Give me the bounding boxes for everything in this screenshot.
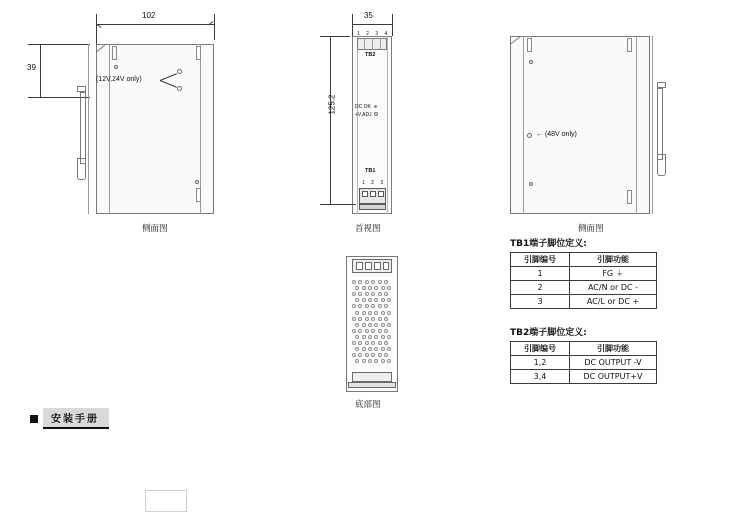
table-row xyxy=(511,267,657,281)
table-header-cell: 引脚功能 xyxy=(570,342,657,356)
bottom-pin xyxy=(383,262,389,270)
table-cell: 2 xyxy=(511,281,570,295)
vent-hole xyxy=(387,286,391,290)
vent-hole xyxy=(365,304,369,308)
tb1-pin-3 xyxy=(378,191,384,197)
vent-hole xyxy=(355,286,359,290)
vent-hole xyxy=(381,311,385,315)
vent-hole xyxy=(355,323,359,327)
vent-hole xyxy=(352,317,356,321)
tb1-pin-numbers: 1 2 3 xyxy=(362,180,386,186)
vent-hole xyxy=(365,292,369,296)
vent-hole xyxy=(365,329,369,333)
vent-hole xyxy=(352,304,356,308)
tb1-pin-table-wrap xyxy=(510,236,657,309)
vent-hole xyxy=(384,353,388,357)
bullet-square-icon xyxy=(30,415,38,423)
vent-hole xyxy=(362,335,366,339)
vent-hole xyxy=(355,335,359,339)
dim-label-39: 39 xyxy=(27,63,36,72)
seam-line xyxy=(109,44,110,214)
vent-hole xyxy=(381,323,385,327)
caption-front: 首视图 xyxy=(355,224,381,234)
table-header-row xyxy=(511,253,657,267)
vent-hole xyxy=(371,280,375,284)
tb1-table-title: TB1端子脚位定义: xyxy=(510,239,587,249)
vent-hole xyxy=(387,298,391,302)
table-header-cell: 引脚编号 xyxy=(511,253,570,267)
table-row xyxy=(511,295,657,309)
note-12v24v: (12V,24V only) xyxy=(96,76,142,83)
vent-hole xyxy=(368,311,372,315)
dim-ext-bottom xyxy=(320,204,356,205)
page-footer-placeholder xyxy=(145,490,187,512)
din-clip-body xyxy=(80,92,86,164)
dim-line-width xyxy=(352,24,392,25)
tb2-pin-table xyxy=(510,341,657,384)
vent-hole xyxy=(374,323,378,327)
bottom-foot xyxy=(352,372,392,382)
tb2-divider xyxy=(380,38,381,50)
vent-hole xyxy=(365,341,369,345)
vent-hole xyxy=(358,280,362,284)
vent-hole xyxy=(358,329,362,333)
adjust-hole-icon xyxy=(527,133,532,138)
vent-hole xyxy=(384,304,388,308)
din-clip-body xyxy=(657,88,663,160)
vent-hole xyxy=(362,347,366,351)
dim-ext-right xyxy=(214,14,215,40)
vent-hole xyxy=(378,292,382,296)
vent-slot xyxy=(196,46,201,60)
rail-edge-line xyxy=(652,36,653,214)
vent-hole xyxy=(387,335,391,339)
rail-edge-line xyxy=(88,44,89,214)
vent-hole xyxy=(365,353,369,357)
bottom-pin xyxy=(374,262,381,270)
table-header-cell: 引脚功能 xyxy=(570,253,657,267)
vent-hole xyxy=(384,329,388,333)
adjust-hole-icon xyxy=(177,69,182,74)
edge-line xyxy=(387,36,388,214)
vent-hole xyxy=(381,359,385,363)
vent-slot xyxy=(527,38,532,52)
vent-slot xyxy=(112,46,117,60)
vent-hole xyxy=(381,335,385,339)
vent-hole xyxy=(371,292,375,296)
vent-hole xyxy=(368,286,372,290)
vent-hole xyxy=(387,323,391,327)
table-row xyxy=(511,370,657,384)
table-row xyxy=(511,281,657,295)
vent-hole xyxy=(368,335,372,339)
vent-hole xyxy=(362,323,366,327)
table-cell: 1 xyxy=(511,267,570,281)
vent-hole xyxy=(378,329,382,333)
vent-hole xyxy=(378,341,382,345)
screw-icon xyxy=(529,182,533,186)
dim-ext-top xyxy=(28,44,90,45)
vent-hole xyxy=(387,347,391,351)
dim-ext-left xyxy=(352,14,353,36)
bottom-base xyxy=(348,382,396,388)
vent-hole xyxy=(358,353,362,357)
vent-hole xyxy=(378,280,382,284)
vent-hole xyxy=(352,329,356,333)
vent-slot xyxy=(196,188,201,202)
vent-hole xyxy=(365,280,369,284)
dc-ok-label: DC OK xyxy=(355,104,371,110)
vent-hole xyxy=(362,298,366,302)
vent-hole xyxy=(371,341,375,345)
tb1-base xyxy=(359,204,386,210)
vent-hole xyxy=(374,347,378,351)
tb2-pin-table-wrap xyxy=(510,325,657,384)
vent-hole xyxy=(355,359,359,363)
table-header-cell: 引脚编号 xyxy=(511,342,570,356)
dim-ext-left xyxy=(96,14,97,44)
vent-hole xyxy=(358,341,362,345)
vent-hole xyxy=(368,347,372,351)
seam-line xyxy=(523,36,524,214)
table-header-row xyxy=(511,342,657,356)
vent-hole xyxy=(371,304,375,308)
vent-hole xyxy=(352,341,356,345)
vent-hole xyxy=(378,353,382,357)
vent-hole xyxy=(378,317,382,321)
footer-banner xyxy=(30,408,109,429)
vent-hole xyxy=(355,347,359,351)
vent-hole xyxy=(362,286,366,290)
vent-hole xyxy=(368,298,372,302)
banner-text: 安装手册 xyxy=(43,408,109,429)
vent-hole xyxy=(384,292,388,296)
table-cell: AC/N or DC - xyxy=(570,281,657,295)
tb1-pin-1 xyxy=(362,191,368,197)
dim-label-102: 102 xyxy=(142,11,156,20)
vent-hole xyxy=(368,359,372,363)
vent-hole xyxy=(358,304,362,308)
screw-icon xyxy=(529,60,533,64)
vent-hole xyxy=(371,329,375,333)
dim-line-height xyxy=(40,44,41,97)
dim-ext-top xyxy=(320,36,350,37)
vent-hole xyxy=(352,292,356,296)
tb2-pin-numbers: 1 2 3 4 xyxy=(357,31,390,37)
dim-line-height xyxy=(330,36,331,204)
vent-hole xyxy=(381,347,385,351)
vent-hole xyxy=(358,292,362,296)
tb2-divider xyxy=(372,38,373,50)
dim-label-35: 35 xyxy=(364,11,373,20)
vent-hole xyxy=(352,353,356,357)
v-adj-label: +V.ADJ xyxy=(355,112,372,118)
dim-ext-right xyxy=(392,14,393,36)
table-cell: DC OUTPUT -V xyxy=(570,356,657,370)
tb1-pin-2 xyxy=(370,191,376,197)
adjust-hole-icon xyxy=(177,86,182,91)
dim-line-width xyxy=(96,24,214,25)
table-cell: 1,2 xyxy=(511,356,570,370)
vent-hole xyxy=(371,317,375,321)
vent-hole-grid xyxy=(352,280,392,366)
caption-left-side: 侧面图 xyxy=(142,224,168,234)
tb1-label: TB1 xyxy=(365,168,376,174)
vent-hole xyxy=(374,335,378,339)
vent-hole xyxy=(374,286,378,290)
caption-bottom: 底部图 xyxy=(355,400,381,410)
vent-hole xyxy=(378,304,382,308)
screw-icon xyxy=(114,65,118,69)
table-row xyxy=(511,356,657,370)
vent-hole xyxy=(384,341,388,345)
vent-hole xyxy=(387,359,391,363)
tb1-pin-table xyxy=(510,252,657,309)
vent-slot xyxy=(627,190,632,204)
vent-hole xyxy=(384,280,388,284)
tb2-label: TB2 xyxy=(365,52,376,58)
vent-hole xyxy=(387,311,391,315)
vent-hole xyxy=(374,359,378,363)
table-cell: DC OUTPUT+V xyxy=(570,370,657,384)
vent-hole xyxy=(365,317,369,321)
vent-hole xyxy=(368,323,372,327)
vent-hole xyxy=(358,317,362,321)
table-cell: FG ⏚ xyxy=(570,267,657,281)
table-cell: AC/L or DC + xyxy=(570,295,657,309)
vent-hole xyxy=(384,317,388,321)
seam-line xyxy=(636,36,637,214)
tb2-table-title: TB2端子脚位定义: xyxy=(510,328,587,338)
vent-hole xyxy=(381,286,385,290)
vent-hole xyxy=(374,298,378,302)
vent-hole xyxy=(362,311,366,315)
edge-line xyxy=(357,36,358,214)
vent-hole xyxy=(371,353,375,357)
table-cell: 3 xyxy=(511,295,570,309)
vent-slot xyxy=(627,38,632,52)
v-adj-screw-icon xyxy=(374,112,378,116)
bottom-pin xyxy=(356,262,363,270)
note-48v: ← (48V only) xyxy=(536,131,577,138)
bottom-pin xyxy=(365,262,372,270)
tb2-divider xyxy=(364,38,365,50)
vent-hole xyxy=(362,359,366,363)
caption-right-side: 侧面图 xyxy=(578,224,604,234)
vent-hole xyxy=(355,298,359,302)
vent-hole xyxy=(352,280,356,284)
screw-icon xyxy=(195,180,199,184)
table-cell: 3,4 xyxy=(511,370,570,384)
din-clip-foot xyxy=(77,158,86,180)
vent-hole xyxy=(355,311,359,315)
dc-ok-led-icon xyxy=(374,105,377,108)
dim-label-125: 125.2 xyxy=(327,94,337,115)
din-clip-foot xyxy=(657,154,666,176)
vent-hole xyxy=(374,311,378,315)
vent-hole xyxy=(381,298,385,302)
